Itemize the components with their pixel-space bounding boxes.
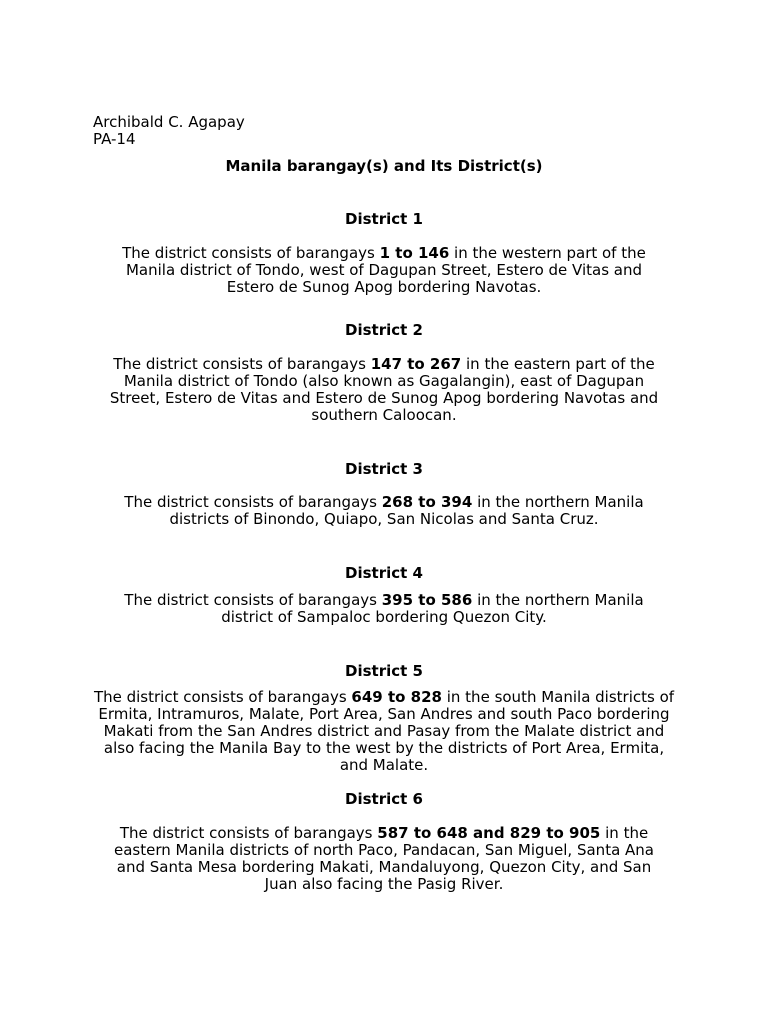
district-4-description xyxy=(108,592,660,626)
district-2-text-prefix: The district consists of barangays xyxy=(113,355,371,373)
author-block xyxy=(93,114,493,148)
district-3-text-prefix: The district consists of barangays xyxy=(124,493,382,511)
district-6-text-suffix: in the eastern Manila districts of north Paco, Pandacan, San Miguel, Santa Ana and Santa Mesa bordering Makati, Mandaluyong, Quezon City, and San Juan also facing the Pasig River. xyxy=(114,824,654,893)
district-1-heading: District 1 xyxy=(345,210,423,228)
district-6-text-prefix: The district consists of barangays xyxy=(119,824,378,842)
district-3-text-suffix: in the northern Manila districts of Binondo, Quiapo, San Nicolas and Santa Cruz. xyxy=(169,493,644,528)
district-2-text-suffix: in the eastern part of the Manila district of Tondo (also known as Gagalangin), east of Dagupan Street, Estero de Vitas and Estero de Sunog Apog bordering Navotas and southern Caloocan. xyxy=(109,355,659,424)
district-5-text-suffix: in the south Manila districts of Ermita, Intramuros, Malate, Port Area, San Andres and south Paco bordering Makati from the San Andres district and Pasay from the Malate district and also facing the Manila Bay to the west by the districts of Port Area, Ermita, and Malate. xyxy=(98,688,675,774)
district-5-description xyxy=(90,689,678,774)
district-4-text-suffix: in the northern Manila district of Sampaloc bordering Quezon City. xyxy=(221,591,644,626)
district-3-heading: District 3 xyxy=(345,460,423,478)
district-6-description xyxy=(100,825,668,893)
district-1-text-prefix: The district consists of barangays xyxy=(122,244,380,262)
district-1-text-suffix: in the western part of the Manila district of Tondo, west of Dagupan Street, Estero de Vitas and Estero de Sunog Apog bordering Navotas. xyxy=(125,244,646,296)
district-4-barangay-range: 395 to 586 xyxy=(381,591,473,609)
district-1-barangay-range: 1 to 146 xyxy=(379,244,450,262)
district-2-description xyxy=(98,356,670,424)
author-name: Archibald C. Agapay xyxy=(93,113,245,131)
district-5-heading: District 5 xyxy=(345,662,423,680)
document-title: Manila barangay(s) and Its District(s) xyxy=(225,157,543,175)
district-3-description xyxy=(108,494,660,528)
district-1-description xyxy=(110,245,658,296)
district-3-barangay-range: 268 to 394 xyxy=(381,493,473,511)
district-2-heading: District 2 xyxy=(345,321,423,339)
district-2-barangay-range: 147 to 267 xyxy=(370,355,462,373)
district-5-barangay-range: 649 to 828 xyxy=(351,688,442,706)
district-6-barangay-range: 587 to 648 and 829 to 905 xyxy=(377,824,601,842)
district-6-heading: District 6 xyxy=(345,790,423,808)
district-4-heading: District 4 xyxy=(345,564,423,582)
author-section: PA-14 xyxy=(93,130,136,148)
district-4-text-prefix: The district consists of barangays xyxy=(124,591,382,609)
district-5-text-prefix: The district consists of barangays xyxy=(93,688,352,706)
